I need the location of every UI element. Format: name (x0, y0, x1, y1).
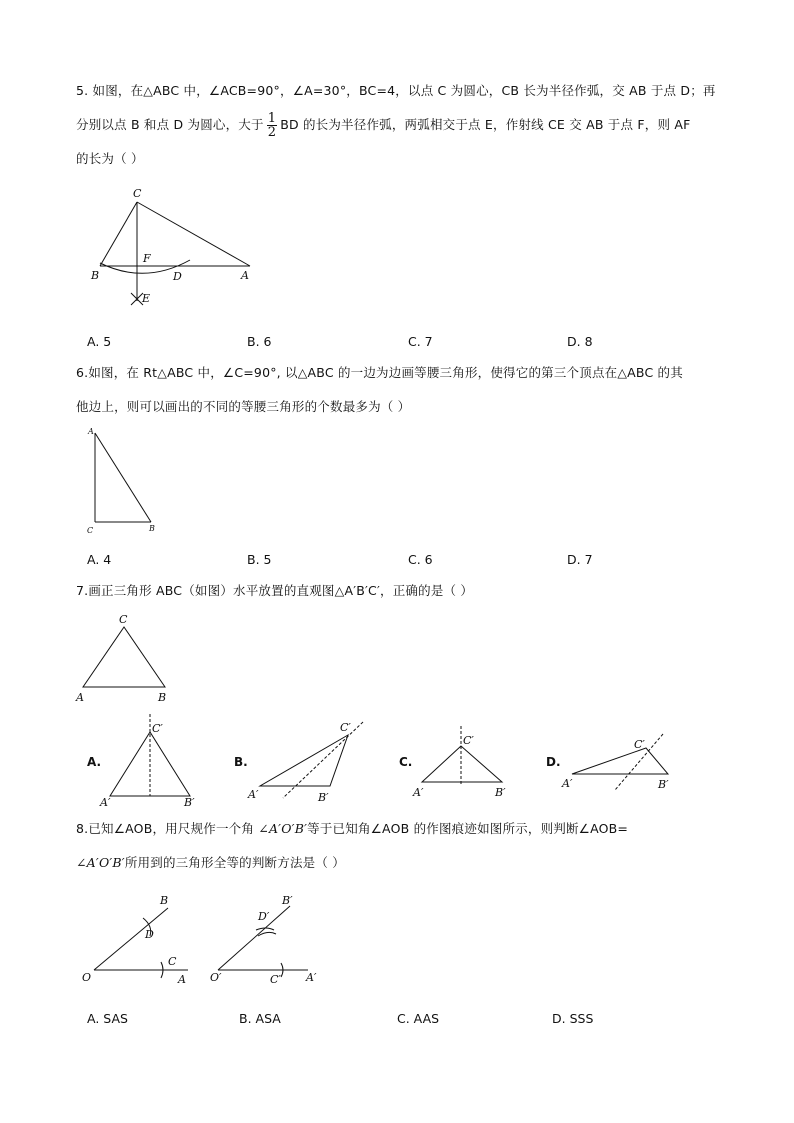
q5-label-A: A (241, 269, 249, 282)
q7-main-triangle (72, 610, 182, 705)
q5-label-B: B (91, 269, 100, 282)
q8a-label-D: D (145, 928, 154, 941)
q6-label-B: B (149, 524, 155, 533)
q8-angle-expression-2: ∠A′O′B′ (76, 855, 125, 870)
q7b-label-B: B′ (318, 791, 329, 804)
question-5 (76, 74, 726, 176)
q7-choice-d-figure (560, 732, 680, 802)
q6-figure (85, 425, 165, 540)
question-7 (76, 574, 726, 608)
q5-line2 (76, 108, 726, 142)
q7-choice-d-label[interactable]: D. (546, 755, 561, 769)
q8a-label-B: B (160, 894, 169, 907)
q7c-label-C: C′ (463, 734, 474, 747)
q8-option-b[interactable]: B. ASA (239, 1011, 281, 1026)
q8-line1-post: 等于已知角∠AOB 的作图痕迹如图所示，则判断∠AOB= (307, 821, 629, 836)
q6-option-b[interactable]: B. 5 (247, 552, 272, 567)
q8-figure-1 (78, 890, 203, 990)
q5-label-F: F (143, 252, 151, 265)
q5-line3: 的长为（ ） (76, 151, 144, 166)
q5-line1: 5. 如图，在△ABC 中，∠ACB=90°，∠A=30°，BC=4，以点 C 为圆心，CB 长为半径作弧，交 AB 于点 D；再 (76, 83, 716, 98)
q5-label-C: C (133, 187, 142, 200)
q6-option-a[interactable]: A. 4 (87, 552, 112, 567)
q8b-label-B: B′ (282, 894, 293, 907)
q8b-label-D: D′ (258, 910, 270, 923)
q5-figure (85, 185, 265, 310)
q8-line1 (76, 812, 726, 846)
q8-angle-expression: ∠A′O′B′ (258, 821, 308, 836)
q7-choice-b-figure (248, 716, 368, 806)
fraction-one-half (267, 112, 277, 139)
q8-option-c[interactable]: C. AAS (397, 1011, 440, 1026)
q8-line2 (76, 846, 726, 880)
fraction-denominator: 2 (267, 125, 277, 140)
q5-line2-post: BD 的长为半径作弧，两弧相交于点 E，作射线 CE 交 AB 于点 F，则 AF (280, 117, 691, 132)
q8-option-d[interactable]: D. SSS (552, 1011, 594, 1026)
q6-options (87, 552, 687, 572)
q8a-label-O: O (82, 971, 92, 984)
q5-label-D: D (173, 270, 182, 283)
q7b-label-C: C′ (340, 721, 351, 734)
q6-option-c[interactable]: C. 6 (408, 552, 433, 567)
q6-label-A: A (88, 427, 94, 436)
q7a-label-A: A′ (100, 796, 111, 809)
q7d-label-C: C′ (634, 738, 645, 751)
q7-choice-c-figure (410, 726, 520, 800)
q8b-label-O: O′ (210, 971, 222, 984)
q8-line1-pre: 8.已知∠AOB，用尺规作一个角 (76, 821, 255, 836)
q8-options (87, 1011, 687, 1031)
q7a-label-C: C′ (152, 722, 163, 735)
q5-option-c[interactable]: C. 7 (408, 334, 433, 349)
q8b-label-C: C′ (270, 973, 281, 986)
q7b-label-A: A′ (248, 788, 259, 801)
q7c-label-B: B′ (495, 786, 506, 799)
q7-choice-a-figure (100, 714, 210, 812)
q8-figure-2 (208, 890, 333, 990)
question-6 (76, 356, 726, 424)
q7d-label-B: B′ (658, 778, 669, 791)
q7-choice-c-label[interactable]: C. (399, 755, 413, 769)
q6-label-C: C (87, 526, 94, 535)
q8-option-a[interactable]: A. SAS (87, 1011, 128, 1026)
q5-label-E: E (142, 292, 151, 305)
q5-line2-pre: 分别以点 B 和点 D 为圆心，大于 (76, 117, 264, 132)
fraction-numerator: 1 (267, 111, 277, 126)
q5-option-b[interactable]: B. 6 (247, 334, 272, 349)
q7d-label-A: A′ (562, 777, 573, 790)
q7-choice-a-label[interactable]: A. (87, 755, 102, 769)
q7-label-B: B (158, 691, 167, 704)
q7-line1: 7.画正三角形 ABC（如图）水平放置的直观图△A′B′C′，正确的是（ ） (76, 583, 474, 598)
q8a-label-A: A (178, 973, 186, 986)
q5-option-d[interactable]: D. 8 (567, 334, 593, 349)
q7-choice-b-label[interactable]: B. (234, 755, 248, 769)
q5-option-a[interactable]: A. 5 (87, 334, 112, 349)
q8a-label-C: C (168, 955, 177, 968)
q7a-label-B: B′ (184, 796, 195, 809)
q8b-label-A: A′ (306, 971, 317, 984)
q6-line1: 6.如图，在 Rt△ABC 中，∠C=90°, 以△ABC 的一边为边画等腰三角形，使得它的第三个顶点在△ABC 的其 (76, 365, 683, 380)
q6-line2: 他边上，则可以画出的不同的等腰三角形的个数最多为（ ） (76, 399, 411, 414)
q6-option-d[interactable]: D. 7 (567, 552, 593, 567)
q7c-label-A: A′ (413, 786, 424, 799)
q7-label-A: A (76, 691, 84, 704)
q5-options (87, 334, 687, 354)
question-8 (76, 812, 726, 880)
q8-line2-post: 所用到的三角形全等的判断方法是（ ） (124, 855, 345, 870)
q7-label-C: C (119, 613, 128, 626)
